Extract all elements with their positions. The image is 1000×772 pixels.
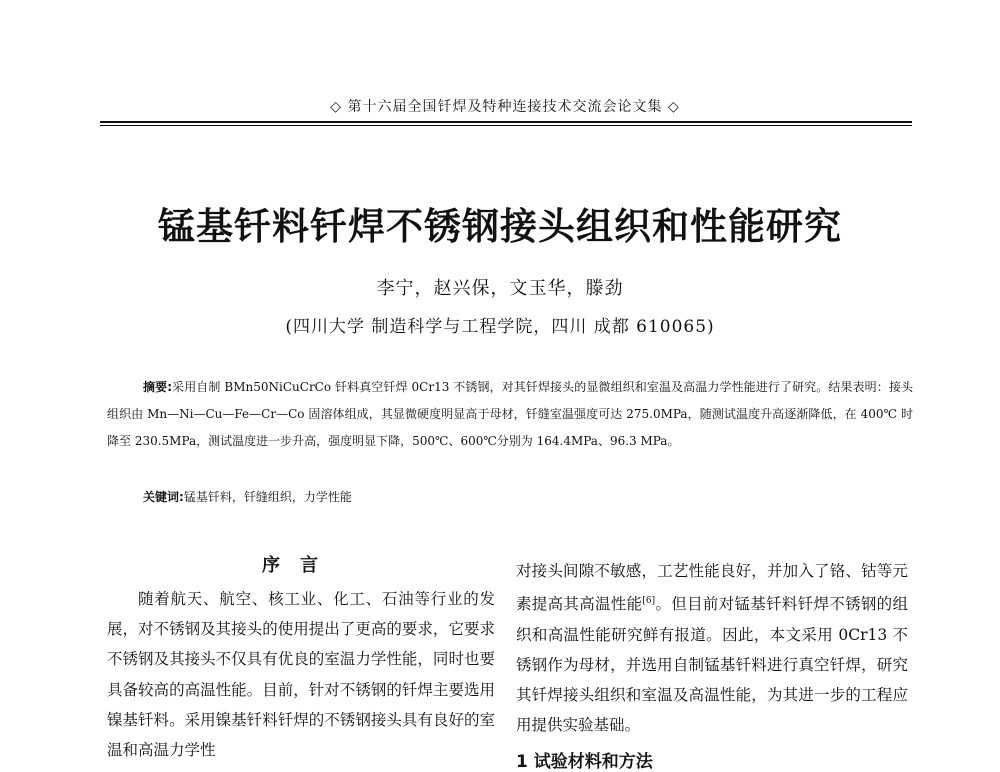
right-column-text-2: 。但目前对锰基钎料钎焊不锈钢的组织和高温性能研究鲜有报道。因此，本文采用 0Cr13 不锈钢作为母材，并选用自制锰基钎料进行真空钎焊，研究其钎焊接头组织和室温及高温性能，为其进一步的工程应用提供实验基础。 <box>516 595 908 735</box>
abstract <box>107 374 913 455</box>
citation-ref: [6] <box>642 596 656 607</box>
author-list: 李宁，赵兴保，文玉华，滕劲 <box>376 278 624 299</box>
section-heading-materials: 1 试验材料和方法 <box>516 752 653 772</box>
keywords-text: 锰基钎料，钎缝组织，力学性能 <box>183 490 352 504</box>
body-column-right <box>516 556 908 740</box>
section-heading-preface: 序言 <box>262 555 338 576</box>
keywords <box>143 488 352 505</box>
header-rule-thin <box>100 125 912 126</box>
affiliation: (四川大学 制造科学与工程学院，四川 成都 610065) <box>285 317 715 337</box>
running-header: ◇ 第十六届全国钎焊及特种连接技术交流会论文集 ◇ <box>330 99 680 115</box>
header-rule-thick <box>100 121 912 123</box>
abstract-text: 采用自制 BMn50NiCuCrCo 钎料真空钎焊 0Cr13 不锈钢，对其钎焊接头的显微组织和室温及高温力学性能进行了研究。结果表明：接头组织由 Mn—Ni—Cu—Fe—Cr—Co 固溶体组成，其显微硬度明显高于母材，钎缝室温强度可达 275.0MPa，随测试温度升高逐渐降低，在 400℃ 时降至 230.5MPa，测试温度进一步升高，强度明显下降，500℃、600℃分别为 164.4MPa、96.3 MPa。 <box>107 380 913 448</box>
paper-title: 锰基钎料钎焊不锈钢接头组织和性能研究 <box>158 205 842 248</box>
right-column-text-1: 对接头间隙不敏感，工艺性能良好，并加入了铬、钴等元素提高其高温性能 <box>516 562 908 614</box>
abstract-label: 摘要: <box>143 380 172 394</box>
body-column-left: 随着航天、航空、核工业、化工、石油等行业的发展，对不锈钢及其接头的使用提出了更高的要求，它要求不锈钢及其接头不仅具有优良的室温力学性能，同时也要具备较高的高温性能。目前，针对不锈钢的钎焊主要选用镍基钎料。采用镍基钎料钎焊的不锈钢接头具有良好的室温和高温力学性 <box>107 590 495 760</box>
keywords-label: 关键词: <box>143 490 184 504</box>
